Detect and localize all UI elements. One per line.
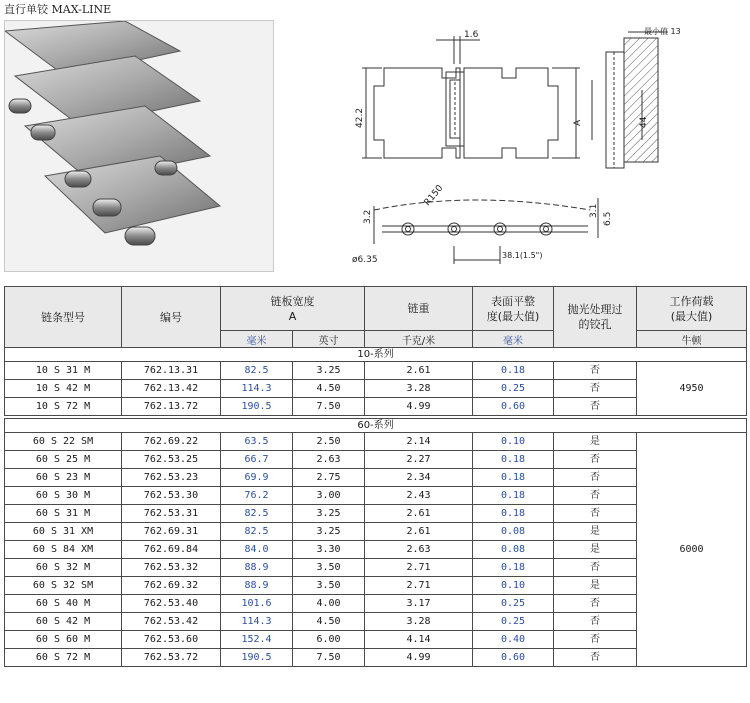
- cell-model: 60 S 60 M: [5, 631, 122, 649]
- header-load-line2: (最大值): [670, 309, 713, 323]
- cell-weight: 2.71: [365, 559, 473, 577]
- cell-model: 60 S 72 M: [5, 649, 122, 667]
- dim-height: 42.2: [355, 107, 365, 128]
- cell-model: 60 S 42 M: [5, 613, 122, 631]
- cell-polish: 是: [554, 433, 637, 451]
- cell-model: 60 S 30 M: [5, 487, 122, 505]
- cell-code: 762.13.72: [122, 398, 221, 416]
- cell-model: 60 S 84 XM: [5, 541, 122, 559]
- dim-pin-diameter: ø6.35: [352, 255, 378, 265]
- dim-min-width: 最小值 13: [644, 27, 681, 36]
- cell-weight: 2.61: [365, 523, 473, 541]
- cell-polish: 否: [554, 631, 637, 649]
- cell-width-mm: 66.7: [221, 451, 293, 469]
- cell-width-mm: 152.4: [221, 631, 293, 649]
- header-polish-line2: 的铰孔: [578, 318, 612, 331]
- header-flatness-line2: 度(最大值): [486, 309, 540, 323]
- cell-code: 762.53.31: [122, 505, 221, 523]
- cell-flatness: 0.18: [473, 451, 554, 469]
- dim-left-offset: 3.2: [363, 209, 373, 224]
- dim-width-a: A: [573, 119, 583, 126]
- cell-polish: 否: [554, 380, 637, 398]
- cell-width-inch: 4.50: [293, 613, 365, 631]
- cell-flatness: 0.25: [473, 595, 554, 613]
- cell-code: 762.69.31: [122, 523, 221, 541]
- table-row: [5, 433, 747, 451]
- cell-width-inch: 3.25: [293, 505, 365, 523]
- cell-width-inch: 3.25: [293, 523, 365, 541]
- series-row: [5, 419, 747, 433]
- cell-width-mm: 101.6: [221, 595, 293, 613]
- cell-width-inch: 2.50: [293, 433, 365, 451]
- table-row: [5, 649, 747, 667]
- header-code: 编号: [122, 287, 221, 348]
- cell-flatness: 0.18: [473, 505, 554, 523]
- cell-model: 60 S 22 SM: [5, 433, 122, 451]
- header-load: [637, 287, 747, 331]
- unit-weight: 千克/米: [365, 331, 473, 348]
- technical-drawing: [352, 20, 698, 272]
- cell-flatness: 0.10: [473, 433, 554, 451]
- cell-width-mm: 88.9: [221, 577, 293, 595]
- series-title: 60-系列: [5, 419, 747, 433]
- cell-polish: 否: [554, 487, 637, 505]
- cell-width-inch: 4.00: [293, 595, 365, 613]
- cell-code: 762.53.32: [122, 559, 221, 577]
- cell-polish: 否: [554, 613, 637, 631]
- cell-weight: 3.28: [365, 613, 473, 631]
- spec-table-body: [5, 348, 747, 667]
- cell-width-mm: 190.5: [221, 649, 293, 667]
- cell-weight: 2.14: [365, 433, 473, 451]
- cell-polish: 是: [554, 541, 637, 559]
- table-row: [5, 505, 747, 523]
- cell-code: 762.53.23: [122, 469, 221, 487]
- cell-model: 10 S 42 M: [5, 380, 122, 398]
- cell-flatness: 0.10: [473, 577, 554, 595]
- header-model: 链条型号: [5, 287, 122, 348]
- header-weight: 链重: [365, 287, 473, 331]
- cell-polish: 否: [554, 505, 637, 523]
- cell-width-inch: 7.50: [293, 398, 365, 416]
- cell-width-inch: 2.63: [293, 451, 365, 469]
- cell-width-inch: 3.50: [293, 559, 365, 577]
- dim-right-offset-2: 6.5: [603, 211, 613, 226]
- cell-width-mm: 82.5: [221, 362, 293, 380]
- cell-weight: 2.27: [365, 451, 473, 469]
- cell-polish: 是: [554, 523, 637, 541]
- cell-code: 762.53.60: [122, 631, 221, 649]
- table-row: [5, 380, 747, 398]
- cell-polish: 否: [554, 398, 637, 416]
- cell-code: 762.53.72: [122, 649, 221, 667]
- header-flatness-line1: 表面平整: [491, 294, 535, 308]
- cell-code: 762.53.40: [122, 595, 221, 613]
- header-polish: [554, 287, 637, 348]
- cell-code: 762.69.22: [122, 433, 221, 451]
- cell-weight: 4.14: [365, 631, 473, 649]
- cell-weight: 3.28: [365, 380, 473, 398]
- cell-width-mm: 114.3: [221, 380, 293, 398]
- series-title: 10-系列: [5, 348, 747, 362]
- table-row: [5, 613, 747, 631]
- table-row: [5, 398, 747, 416]
- table-row: [5, 451, 747, 469]
- cell-width-mm: 88.9: [221, 559, 293, 577]
- cell-flatness: 0.60: [473, 398, 554, 416]
- cell-polish: 否: [554, 595, 637, 613]
- dim-side-height: 44: [639, 116, 649, 128]
- cell-weight: 2.43: [365, 487, 473, 505]
- cell-model: 60 S 40 M: [5, 595, 122, 613]
- cell-width-mm: 114.3: [221, 613, 293, 631]
- table-row: [5, 469, 747, 487]
- cell-width-mm: 82.5: [221, 523, 293, 541]
- table-row: [5, 559, 747, 577]
- cell-polish: 是: [554, 577, 637, 595]
- cell-flatness: 0.18: [473, 559, 554, 577]
- cell-width-inch: 7.50: [293, 649, 365, 667]
- cell-width-inch: 3.50: [293, 577, 365, 595]
- cell-weight: 4.99: [365, 649, 473, 667]
- cell-flatness: 0.08: [473, 541, 554, 559]
- cell-model: 60 S 23 M: [5, 469, 122, 487]
- cell-model: 60 S 25 M: [5, 451, 122, 469]
- cell-flatness: 0.18: [473, 469, 554, 487]
- cell-flatness: 0.25: [473, 613, 554, 631]
- cell-code: 762.13.42: [122, 380, 221, 398]
- cell-weight: 2.71: [365, 577, 473, 595]
- cell-flatness: 0.18: [473, 487, 554, 505]
- header-width-line2: A: [288, 309, 297, 323]
- header-width: [221, 287, 365, 331]
- cell-model: 60 S 32 M: [5, 559, 122, 577]
- cell-polish: 否: [554, 469, 637, 487]
- product-photo: [4, 20, 274, 272]
- cell-code: 762.69.84: [122, 541, 221, 559]
- cell-width-inch: 2.75: [293, 469, 365, 487]
- cell-polish: 否: [554, 559, 637, 577]
- table-row: [5, 487, 747, 505]
- cell-polish: 否: [554, 649, 637, 667]
- cell-polish: 否: [554, 451, 637, 469]
- cell-width-inch: 6.00: [293, 631, 365, 649]
- header-load-line1: 工作荷载: [669, 294, 714, 308]
- cell-code: 762.53.30: [122, 487, 221, 505]
- cell-width-mm: 63.5: [221, 433, 293, 451]
- cell-weight: 2.34: [365, 469, 473, 487]
- table-row: [5, 577, 747, 595]
- cell-flatness: 0.08: [473, 523, 554, 541]
- unit-load: 牛顿: [637, 331, 747, 348]
- cell-width-inch: 3.00: [293, 487, 365, 505]
- cell-width-inch: 3.25: [293, 362, 365, 380]
- cell-weight: 2.63: [365, 541, 473, 559]
- cell-polish: 否: [554, 362, 637, 380]
- steel-chain-image: [5, 21, 274, 272]
- cell-width-inch: 3.30: [293, 541, 365, 559]
- cell-width-inch: 4.50: [293, 380, 365, 398]
- dim-right-offset-1: 3.1: [589, 203, 599, 218]
- cell-code: 762.69.32: [122, 577, 221, 595]
- table-row: [5, 595, 747, 613]
- spec-table: [4, 286, 747, 667]
- series-row: [5, 348, 747, 362]
- cell-model: 60 S 31 XM: [5, 523, 122, 541]
- unit-width-mm: 毫米: [221, 331, 293, 348]
- cell-load: 4950: [637, 362, 747, 416]
- cell-weight: 2.61: [365, 505, 473, 523]
- cell-model: 10 S 31 M: [5, 362, 122, 380]
- header-width-line1: 链板宽度: [270, 294, 315, 308]
- dim-radius: R150: [422, 183, 446, 208]
- cell-code: 762.13.31: [122, 362, 221, 380]
- cell-flatness: 0.25: [473, 380, 554, 398]
- cell-width-mm: 82.5: [221, 505, 293, 523]
- cell-width-mm: 76.2: [221, 487, 293, 505]
- cell-width-mm: 69.9: [221, 469, 293, 487]
- cell-load: 6000: [637, 433, 747, 667]
- cell-weight: 4.99: [365, 398, 473, 416]
- cell-model: 60 S 31 M: [5, 505, 122, 523]
- cell-code: 762.53.42: [122, 613, 221, 631]
- unit-width-inch: 英寸: [293, 331, 365, 348]
- table-row: [5, 631, 747, 649]
- cell-width-mm: 190.5: [221, 398, 293, 416]
- cell-flatness: 0.40: [473, 631, 554, 649]
- cell-model: 60 S 32 SM: [5, 577, 122, 595]
- dim-pitch: 38.1(1.5"): [502, 251, 543, 260]
- page-title: 直行单铰 MAX-LINE: [4, 3, 112, 16]
- cell-weight: 3.17: [365, 595, 473, 613]
- dim-1-6: 1.6: [464, 30, 479, 40]
- header-polish-line1: 抛光处理过: [567, 303, 623, 316]
- cell-code: 762.53.25: [122, 451, 221, 469]
- cell-flatness: 0.18: [473, 362, 554, 380]
- header-flatness: [473, 287, 554, 331]
- table-row: [5, 523, 747, 541]
- cell-flatness: 0.60: [473, 649, 554, 667]
- cell-model: 10 S 72 M: [5, 398, 122, 416]
- table-row: [5, 541, 747, 559]
- unit-flatness: 毫米: [473, 331, 554, 348]
- cell-width-mm: 84.0: [221, 541, 293, 559]
- table-row: [5, 362, 747, 380]
- cell-weight: 2.61: [365, 362, 473, 380]
